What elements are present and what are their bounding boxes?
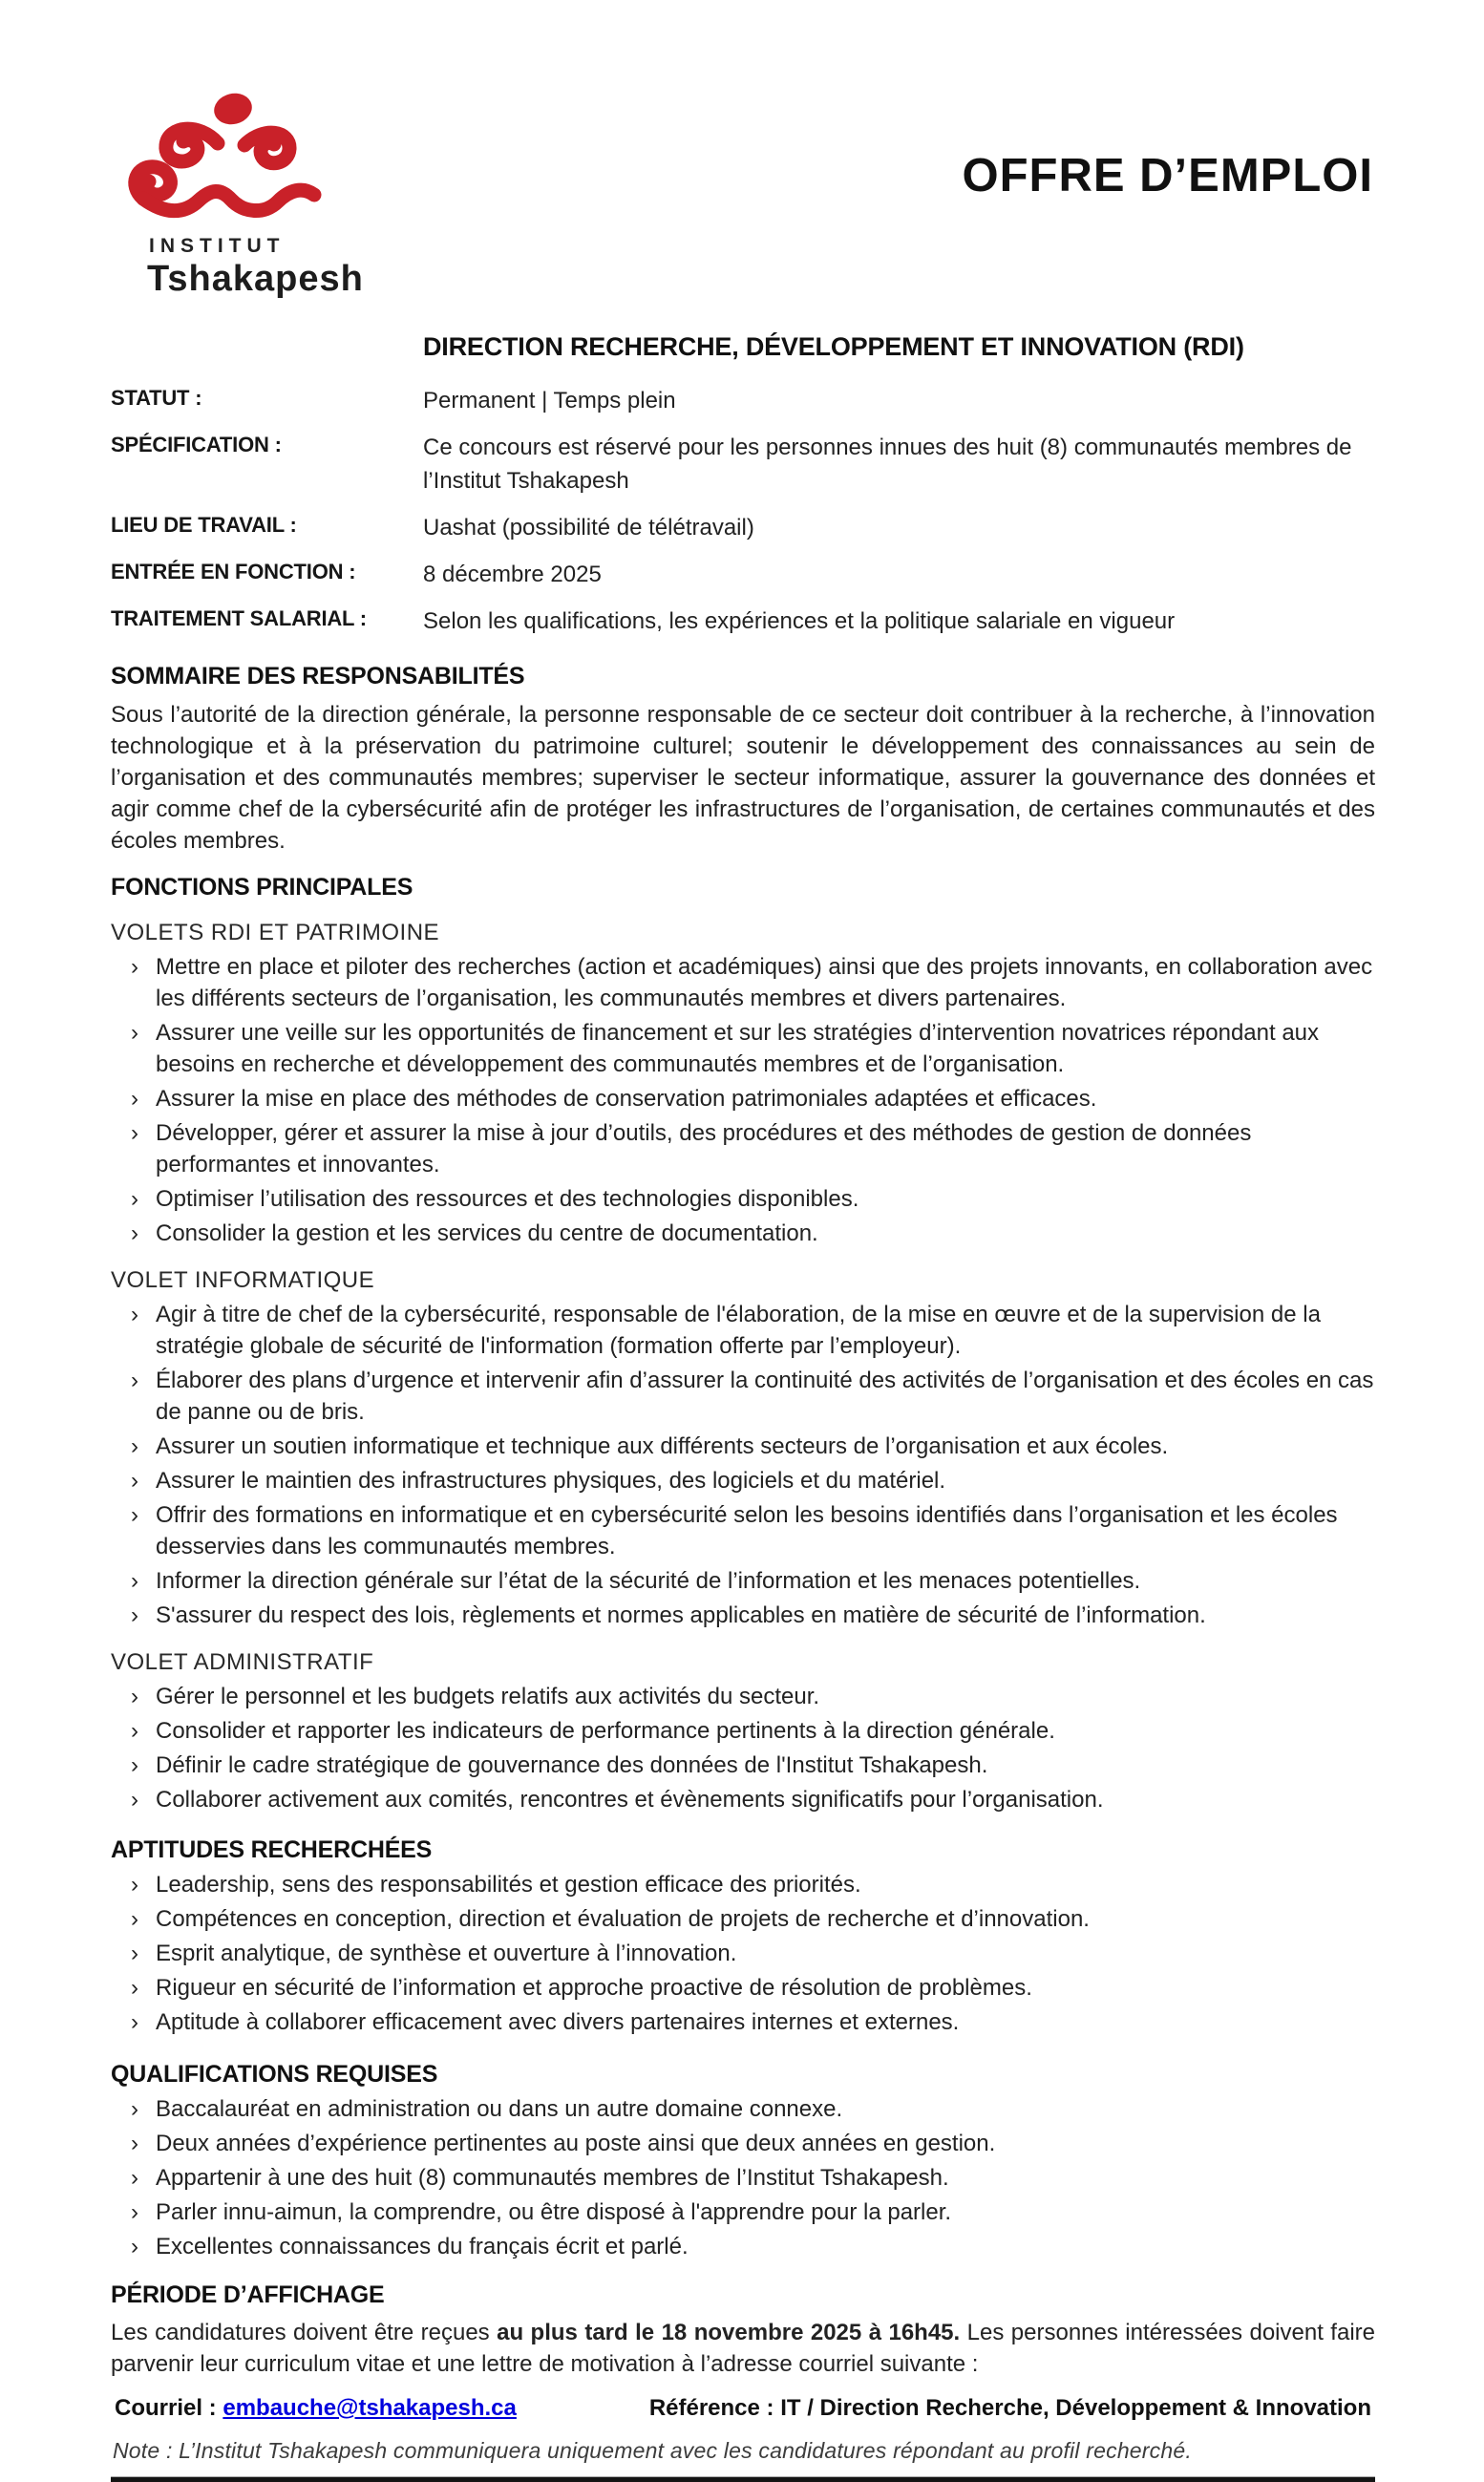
logo-institut-label: INSTITUT bbox=[149, 235, 286, 257]
info-value-lieu: Uashat (possibilité de télétravail) bbox=[423, 515, 754, 541]
info-label-specification: SPÉCIFICATION : bbox=[111, 433, 282, 456]
list-item: › Agir à titre de chef de la cybersécurité, responsable de l'élaboration, de la mise en œuvre et de la supervision de la stratégie globale de sécurité de l'information (formation offerte par l’employeur). bbox=[111, 1299, 1375, 1362]
list-item: › Informer la direction générale sur l’état de la sécurité de l’information et les menaces potentielles. bbox=[111, 1565, 1375, 1597]
document-header bbox=[111, 88, 1375, 332]
job-info-table bbox=[111, 384, 1375, 638]
list-item: › Excellentes connaissances du français écrit et parlé. bbox=[111, 2231, 1375, 2262]
list-item: › Aptitude à collaborer efficacement avec divers partenaires internes et externes. bbox=[111, 2006, 1375, 2038]
info-value-traitement: Selon les qualifications, les expériences et la politique salariale en vigueur bbox=[423, 608, 1176, 634]
info-value-statut: Permanent | Temps plein bbox=[423, 388, 676, 414]
footer-note: Note : L’Institut Tshakapesh communiquera uniquement avec les candidatures répondant au profil recherché. bbox=[113, 2438, 1192, 2463]
list-item: › Consolider et rapporter les indicateurs de performance pertinents à la direction générale. bbox=[111, 1715, 1375, 1747]
contact-row bbox=[115, 2395, 1371, 2422]
list-item: › Deux années d’expérience pertinentes au poste ainsi que deux années en gestion. bbox=[111, 2128, 1375, 2159]
list-item: › Élaborer des plans d’urgence et intervenir afin d’assurer la continuité des activités de l’organisation et des écoles en cas de panne ou de bris. bbox=[111, 1365, 1375, 1428]
application-paragraph bbox=[111, 2317, 1375, 2380]
list-item: › Assurer le maintien des infrastructures physiques, des logiciels et du matériel. bbox=[111, 1465, 1375, 1496]
reference-field bbox=[649, 2395, 1371, 2422]
page-title: OFFRE D’EMPLOI bbox=[962, 150, 1373, 202]
section-heading-sommaire: SOMMAIRE DES RESPONSABILITÉS bbox=[111, 663, 525, 689]
list-item: › Assurer un soutien informatique et technique aux différents secteurs de l’organisation et aux écoles. bbox=[111, 1431, 1375, 1462]
list-item: › Appartenir à une des huit (8) communautés membres de l’Institut Tshakapesh. bbox=[111, 2162, 1375, 2194]
list-item: › Offrir des formations en informatique et en cybersécurité selon les besoins identifiés dans l’organisation et les écoles desservies dans les communautés membres. bbox=[111, 1499, 1375, 1562]
email-link[interactable]: embauche@tshakapesh.ca bbox=[223, 2395, 517, 2421]
list-item: › Assurer la mise en place des méthodes de conservation patrimoniales adaptées et efficaces. bbox=[111, 1083, 1375, 1114]
list-item: › Esprit analytique, de synthèse et ouverture à l’innovation. bbox=[111, 1938, 1375, 1969]
tshakapesh-logo bbox=[113, 88, 399, 300]
subsection-heading-rdi-patrimoine: VOLETS RDI ET PATRIMOINE bbox=[111, 920, 440, 945]
list-item: › Assurer une veille sur les opportunités de financement et sur les stratégies d’intervention novatrices répondant aux besoins en recherche et développement des communautés membres et de l’organisation. bbox=[111, 1017, 1375, 1080]
tshakapesh-logo-icon bbox=[122, 88, 338, 231]
reference-label: Référence : bbox=[648, 2395, 781, 2421]
info-label-statut: STATUT : bbox=[111, 386, 202, 410]
info-label-traitement: TRAITEMENT SALARIAL : bbox=[111, 606, 367, 630]
list-administratif bbox=[111, 1681, 1375, 1815]
list-aptitudes bbox=[111, 1869, 1375, 2038]
list-item: › Développer, gérer et assurer la mise à jour d’outils, des procédures et des méthodes de gestion de données performantes et innovantes. bbox=[111, 1117, 1375, 1180]
list-item: › Optimiser l’utilisation des ressources et des technologies disponibles. bbox=[111, 1183, 1375, 1215]
section-heading-fonctions: FONCTIONS PRINCIPALES bbox=[111, 874, 413, 901]
footer-divider bbox=[111, 2476, 1375, 2482]
list-item: › Baccalauréat en administration ou dans un autre domaine connexe. bbox=[111, 2093, 1375, 2125]
reference-value: IT / Direction Recherche, Développement & Innovation bbox=[780, 2395, 1371, 2421]
application-deadline: au plus tard le 18 novembre 2025 à 16h45. bbox=[497, 2320, 961, 2345]
list-rdi-patrimoine bbox=[111, 951, 1375, 1249]
list-informatique bbox=[111, 1299, 1375, 1631]
list-item: › Consolider la gestion et les services du centre de documentation. bbox=[111, 1218, 1375, 1249]
list-item: › Mettre en place et piloter des recherches (action et académiques) ainsi que des projets innovants, en collaboration avec les différents secteurs de l’organisation, les communautés membres et divers partenaires. bbox=[111, 951, 1375, 1014]
position-title: DIRECTION RECHERCHE, DÉVELOPPEMENT ET INNOVATION (RDI) bbox=[423, 332, 1244, 361]
subsection-heading-informatique: VOLET INFORMATIQUE bbox=[111, 1267, 375, 1293]
info-value-entree: 8 décembre 2025 bbox=[423, 562, 602, 587]
list-item: › Compétences en conception, direction et évaluation de projets de recherche et d’innovation. bbox=[111, 1903, 1375, 1935]
section-heading-aptitudes: APTITUDES RECHERCHÉES bbox=[111, 1836, 433, 1863]
sommaire-paragraph: Sous l’autorité de la direction générale, la personne responsable de ce secteur doit contribuer à la recherche, à l’innovation technologique et à la préservation du patrimoine culturel; soutenir le développement des connaissances au sein de l’organisation et des communautés membres; superviser le secteur informatique, assurer la gouvernance des données et agir comme chef de la cybersécurité afin de protéger les infrastructures de l’organisation, de certaines communautés et des écoles membres. bbox=[111, 702, 1375, 854]
section-heading-periode: PÉRIODE D’AFFICHAGE bbox=[111, 2281, 385, 2308]
application-text-suffix: Les personnes intéressées doivent faire parvenir leur curriculum vitae et une lettre de motivation à l’adresse courriel suivante : bbox=[111, 2320, 1375, 2377]
section-heading-qualifications: QUALIFICATIONS REQUISES bbox=[111, 2061, 438, 2088]
courriel-field bbox=[115, 2395, 517, 2422]
info-value-specification: Ce concours est réservé pour les personnes innues des huit (8) communautés membres de l’Institut Tshakapesh bbox=[423, 435, 1352, 494]
info-label-entree: ENTRÉE EN FONCTION : bbox=[111, 560, 356, 583]
list-item: › Leadership, sens des responsabilités et gestion efficace des priorités. bbox=[111, 1869, 1375, 1900]
list-item: › Gérer le personnel et les budgets relatifs aux activités du secteur. bbox=[111, 1681, 1375, 1712]
list-qualifications bbox=[111, 2093, 1375, 2262]
list-item: › Définir le cadre stratégique de gouvernance des données de l'Institut Tshakapesh. bbox=[111, 1750, 1375, 1781]
list-item: › S'assurer du respect des lois, règlements et normes applicables en matière de sécurité de l’information. bbox=[111, 1600, 1375, 1631]
courriel-label: Courriel : bbox=[115, 2395, 223, 2421]
list-item: › Parler innu-aimun, la comprendre, ou être disposé à l'apprendre pour la parler. bbox=[111, 2196, 1375, 2228]
logo-institute-name: Tshakapesh bbox=[147, 259, 364, 299]
list-item: › Rigueur en sécurité de l’information et approche proactive de résolution de problèmes. bbox=[111, 1972, 1375, 2004]
subsection-heading-administratif: VOLET ADMINISTRATIF bbox=[111, 1649, 374, 1675]
info-label-lieu: LIEU DE TRAVAIL : bbox=[111, 513, 297, 537]
list-item: › Collaborer activement aux comités, rencontres et évènements significatifs pour l’organisation. bbox=[111, 1784, 1375, 1815]
application-text-prefix: Les candidatures doivent être reçues bbox=[111, 2320, 498, 2345]
